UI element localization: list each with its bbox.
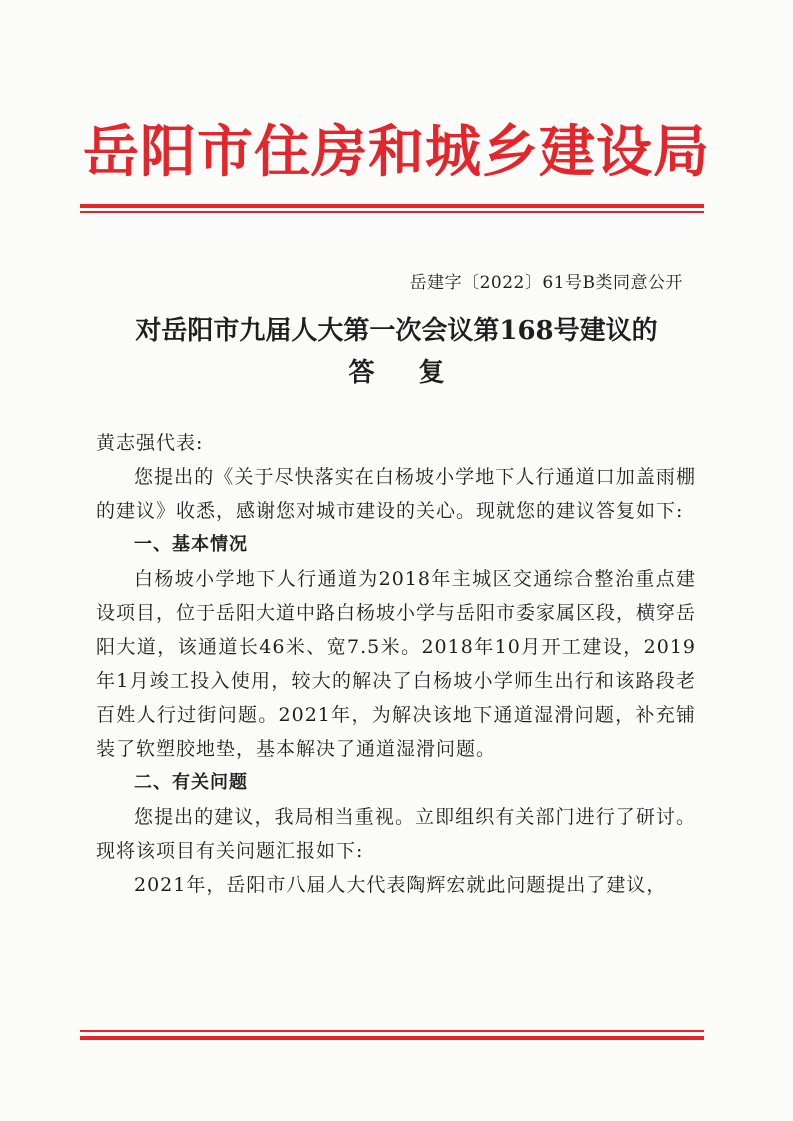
organization-header: 岳阳市住房和城乡建设局 <box>83 119 710 185</box>
header-red-rule-thin <box>80 211 704 213</box>
section-issues-paragraph-2: 2021年，岳阳市八届人大代表陶辉宏就此问题提出了建议， <box>134 874 667 896</box>
section-heading-basic: 一、基本情况 <box>134 534 248 555</box>
document-title <box>0 310 793 394</box>
salutation: 黄志强代表: <box>96 432 204 454</box>
section-heading-issues: 二、有关问题 <box>134 772 248 793</box>
header-red-rule <box>80 204 704 208</box>
document-title-line2: 答复 <box>348 358 489 388</box>
document-body <box>96 426 696 902</box>
section-basic-paragraph: 白杨坡小学地下人行通道为2018年主城区交通综合整治重点建设项目，位于岳阳大道中路白杨坡小学与岳阳市委家属区段，横穿岳阳大道，该通道长46米、宽7.5米。2018年10月开工建设，2019年1月竣工投入使用，较大的解决了白杨坡小学师生出行和该路段老百姓人行过街问题。2021年，为解决该地下通道湿滑问题，补充铺装了软塑胶地垫，基本解决了通道湿滑问题。 <box>96 568 697 760</box>
footer-red-rule-thin <box>80 1030 704 1032</box>
document-number: 岳建字〔2022〕61号B类同意公开 <box>409 273 683 293</box>
footer-red-rule <box>80 1036 704 1040</box>
section-issues-paragraph: 您提出的建议，我局相当重视。立即组织有关部门进行了研讨。现将该项目有关问题汇报如下: <box>96 806 696 862</box>
intro-paragraph: 您提出的《关于尽快落实在白杨坡小学地下人行通道口加盖雨棚的建议》收悉，感谢您对城市建设的关心。现就您的建议答复如下: <box>96 466 696 522</box>
document-title-line1: 对岳阳市九届人大第一次会议第168号建议的 <box>135 316 658 346</box>
